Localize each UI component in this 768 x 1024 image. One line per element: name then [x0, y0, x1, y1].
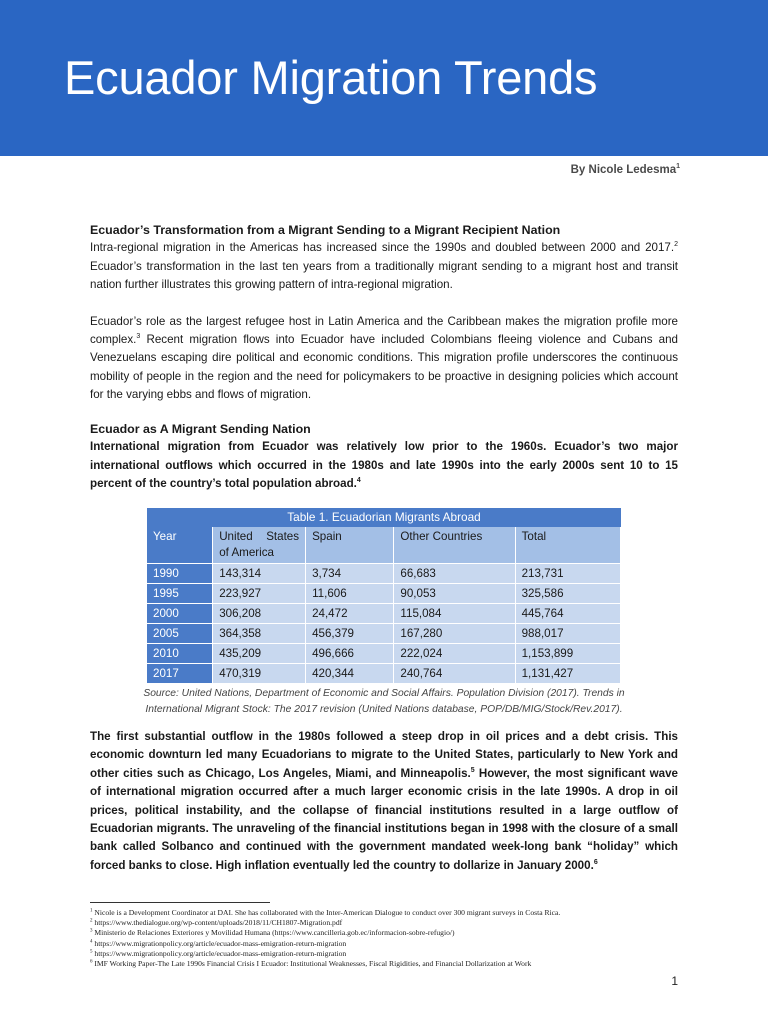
- paragraph-text: However, the most significant wave of international migration occurred after a much larger economic crisis in the late 1990s. A drop in oil prices, political instability, and the collapse of financial institutions resulted in a large outflow of Ecuadorian migrants. The unraveling of the financial institutions began in 1998 with the closure of a small bank called Solbanco and continued with the government mandated week-long bank “holiday” which forced banks to close. High inflation eventually led the country to dollarize in January 2000.: [90, 766, 678, 872]
- cell-year: 2000: [147, 604, 213, 624]
- paragraph-text: The first substantial outflow in the 1980s followed a steep drop in oil prices and a debt crisis. This economic downturn led many Ecuadorians to migrate to the United States, particularly to New York and other cities such as Chicago, Los Angeles, Miami, and Minneapolis.: [90, 730, 678, 780]
- footnote-text: Ministerio de Relaciones Exteriores y Movilidad Humana (https://www.cancilleria.gob.ec/informacion-sobre-refugio/): [92, 928, 455, 938]
- cell-spain: 3,734: [306, 564, 394, 584]
- section-heading-transformation: Ecuador’s Transformation from a Migrant Sending to a Migrant Recipient Nation: [90, 223, 561, 237]
- page-number: 1: [671, 974, 678, 988]
- table-row: [147, 664, 621, 684]
- header-year: Year: [147, 527, 213, 564]
- header-other-countries: Other Countries: [394, 527, 515, 564]
- footnote-item: [90, 949, 690, 959]
- cell-other: 66,683: [394, 564, 515, 584]
- cell-other: 115,084: [394, 604, 515, 624]
- footnote-ref[interactable]: 4: [356, 477, 361, 485]
- migrants-table: [147, 508, 621, 684]
- cell-year: 2005: [147, 624, 213, 644]
- cell-us: 435,209: [213, 644, 306, 664]
- footnote-ref[interactable]: 1: [676, 163, 680, 171]
- cell-year: 2017: [147, 664, 213, 684]
- cell-total: 445,764: [515, 604, 620, 624]
- cell-us: 470,319: [213, 664, 306, 684]
- cell-total: 1,131,427: [515, 664, 620, 684]
- cell-spain: 420,344: [306, 664, 394, 684]
- footnote-link[interactable]: https://www.migrationpolicy.org/article/ecuador-mass-emigration-return-migration: [92, 938, 347, 948]
- footnote-ref[interactable]: 6: [593, 858, 598, 866]
- cell-year: 1995: [147, 584, 213, 604]
- cell-spain: 496,666: [306, 644, 394, 664]
- table-row: [147, 644, 621, 664]
- cell-year: 2010: [147, 644, 213, 664]
- footnote-item: [90, 918, 690, 928]
- footnote-number: 2: [90, 918, 93, 924]
- footnote-number: 6: [90, 959, 93, 965]
- header-united-states: [213, 527, 306, 564]
- section-transformation: [90, 221, 678, 405]
- cell-total: 988,017: [515, 624, 620, 644]
- source-line: International Migrant Stock: The 2017 revision (United Nations database, POP/DB/MIG/Stock/Rev.2017).: [145, 704, 623, 715]
- paragraph-text: Ecuador’s transformation in the last ten years from a traditionally migrant sending to a migrant host and transit nation further illustrates this growing pattern of intra-regional migration.: [90, 259, 678, 292]
- cell-us: 364,358: [213, 624, 306, 644]
- table-header-row: [147, 527, 621, 564]
- source-line: Source: United Nations, Department of Economic and Social Affairs. Population Division (2017). Trends in: [143, 688, 625, 699]
- cell-total: 1,153,899: [515, 644, 620, 664]
- section-heading-sending-nation: Ecuador as A Migrant Sending Nation: [90, 422, 311, 436]
- paragraph-refugee-host: [90, 313, 678, 405]
- paragraph-first-outflow: [90, 728, 678, 875]
- footnote-link[interactable]: https://www.thedialogue.org/wp-content/uploads/2018/11/CH1807-Migration.pdf: [92, 918, 343, 928]
- cell-us: 143,314: [213, 564, 306, 584]
- cell-spain: 11,606: [306, 584, 394, 604]
- paragraph-text: Intra-regional migration in the Americas has increased since the 1990s and doubled between 2000 and 2017.: [90, 241, 675, 255]
- table-row: [147, 584, 621, 604]
- header-spain: Spain: [306, 527, 394, 564]
- paragraph-text: Ecuador’s role as the largest refugee host in Latin America and the Caribbean makes the migration profile more complex.: [90, 314, 678, 347]
- author-name: By Nicole Ledesma: [570, 164, 677, 176]
- paragraph-text: International migration from Ecuador was relatively low prior to the 1960s. Ecuador’s two major international outflows which occurred in the 1980s and late 1990s into the early 2000s sent 10 to 15 percent of the country’s total population abroad.: [90, 440, 678, 491]
- table-row: [147, 564, 621, 584]
- header-text: United: [219, 530, 253, 543]
- table-row: [147, 624, 621, 644]
- cell-us: 306,208: [213, 604, 306, 624]
- footnote-number: 1: [90, 908, 93, 914]
- header-text: of America: [219, 546, 274, 559]
- cell-spain: 24,472: [306, 604, 394, 624]
- cell-spain: 456,379: [306, 624, 394, 644]
- footnote-item: [90, 939, 690, 949]
- cell-us: 223,927: [213, 584, 306, 604]
- table-source: [90, 686, 678, 718]
- footnote-text: Nicole is a Development Coordinator at DAI. She has collaborated with the Inter-American Dialogue to conduct over 300 migrant surveys in Costa Rica.: [92, 908, 561, 917]
- footnote-item: [90, 928, 690, 938]
- footnote-ref[interactable]: 2: [674, 241, 678, 249]
- cell-other: 240,764: [394, 664, 515, 684]
- footnote-item: [90, 959, 690, 969]
- table-caption: Table 1. Ecuadorian Migrants Abroad: [147, 508, 621, 527]
- footnote-number: 3: [90, 928, 93, 934]
- paragraph-text: Recent migration flows into Ecuador have included Colombians fleeing violence and Cubans and Venezuelans escaping dire political and economic conditions. This migration profile underscores the continuous mobility of people in the region and the need for policymakers to be proactive in designing policies which account for the varying ebbs and flows of migration.: [90, 333, 678, 402]
- paragraph-international-migration: [90, 438, 678, 493]
- title-banner: [0, 0, 768, 156]
- footnote-link[interactable]: https://www.migrationpolicy.org/article/ecuador-mass-emigration-return-migration: [92, 948, 347, 958]
- byline: [571, 164, 680, 176]
- cell-total: 213,731: [515, 564, 620, 584]
- footnotes: [90, 908, 690, 969]
- cell-other: 90,053: [394, 584, 515, 604]
- footnote-divider: [90, 902, 270, 903]
- table-row: [147, 604, 621, 624]
- footnote-ref[interactable]: 5: [470, 766, 475, 774]
- cell-total: 325,586: [515, 584, 620, 604]
- paragraph-intra-regional: [90, 239, 678, 294]
- footnote-text: IMF Working Paper-The Late 1990s Financial Crisis I Ecuador: Institutional Weaknesses, Fiscal Rigidities, and Financial Dollarization at Work: [92, 959, 532, 969]
- cell-other: 222,024: [394, 644, 515, 664]
- cell-other: 167,280: [394, 624, 515, 644]
- header-text: States: [266, 530, 300, 543]
- page-title: Ecuador Migration Trends: [64, 51, 598, 104]
- section-sending-nation: [90, 420, 678, 494]
- footnote-number: 4: [90, 939, 93, 945]
- footnote-number: 5: [90, 949, 93, 955]
- section-outflows: [90, 728, 678, 875]
- footnote-item: [90, 908, 690, 918]
- header-total: Total: [515, 527, 620, 564]
- cell-year: 1990: [147, 564, 213, 584]
- footnote-ref[interactable]: 3: [136, 333, 141, 341]
